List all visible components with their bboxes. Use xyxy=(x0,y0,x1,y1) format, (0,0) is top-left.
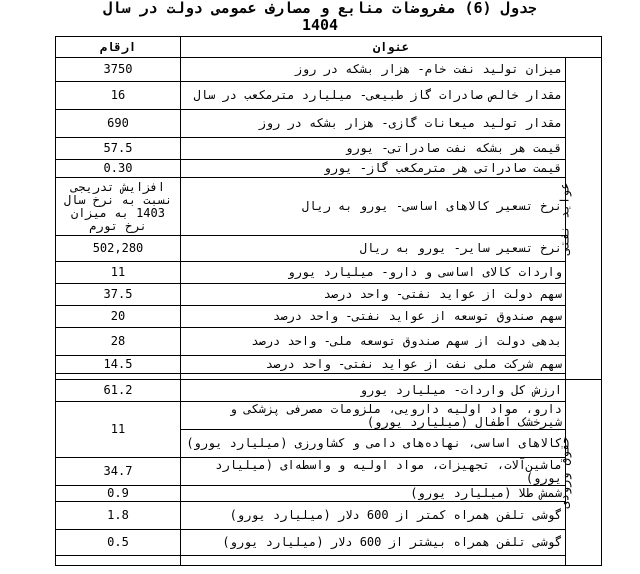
row-value: 28 xyxy=(56,328,181,356)
row-label: مقدار خالص صادرات گاز طبیعی- میلیارد مترمکعب در سال xyxy=(181,82,566,110)
row-value: 3750 xyxy=(56,58,181,82)
row-value: 11 xyxy=(56,402,181,458)
row-label: قیمت هر بشکه نفت صادراتی- یورو xyxy=(181,138,566,160)
assumptions-table xyxy=(55,36,602,566)
table-row xyxy=(56,556,602,566)
row-value: افزایش تدریجی نسبت به نرخ سال 1403 به میزان نرخ تورم xyxy=(56,178,181,236)
row-label: نرخ تسعیر سایر- یورو به ریال xyxy=(181,236,566,262)
table-row xyxy=(56,178,602,236)
row-label: نرخ تسعیر کالاهای اساسی- یورو به ریال xyxy=(181,178,566,236)
table-row xyxy=(56,138,602,160)
row-label: شمش طلا (میلیارد یورو) xyxy=(181,486,566,502)
row-label: بدهی دولت از سهم صندوق توسعه ملی- واحد درصد xyxy=(181,328,566,356)
table-row xyxy=(56,82,602,110)
table-row xyxy=(56,486,602,502)
group-import-duties xyxy=(557,380,602,566)
row-label: میزان تولید نفت خام- هزار بشکه در روز xyxy=(181,58,566,82)
row-label: کالاهای اساسی، نهاده‌های دامی و کشاورزی (میلیارد یورو) xyxy=(181,430,566,458)
row-value xyxy=(56,556,181,566)
table-row xyxy=(56,402,602,430)
row-label: سهم شرکت ملی نفت از عواید نفتی- واحد درصد xyxy=(181,356,566,374)
table-row xyxy=(56,58,602,82)
row-label: سهم صندوق توسعه از عواید نفتی- واحد درصد xyxy=(181,306,566,328)
row-label: قیمت صادراتی هر مترمکعب گاز- یورو xyxy=(181,160,566,178)
row-value: 57.5 xyxy=(56,138,181,160)
header-subject: عنوان xyxy=(181,37,602,58)
row-value: 1.8 xyxy=(56,502,181,530)
table-row xyxy=(56,380,602,402)
row-value: 20 xyxy=(56,306,181,328)
row-value: 0.9 xyxy=(56,486,181,502)
group-oil-revenues xyxy=(557,58,602,380)
row-value: 16 xyxy=(56,82,181,110)
title-line-2: 1404 xyxy=(301,16,339,34)
header-row xyxy=(56,37,602,58)
table-row xyxy=(56,530,602,556)
table-row xyxy=(56,160,602,178)
row-value: 0.30 xyxy=(56,160,181,178)
row-value: 37.5 xyxy=(56,284,181,306)
table-row xyxy=(56,328,602,356)
header-value: ارقام xyxy=(56,37,181,58)
row-label: مقدار تولید میعانات گازی- هزار بشکه در روز xyxy=(181,110,566,138)
row-value: 11 xyxy=(56,262,181,284)
row-label: گوشی تلفن همراه بیشتر از 600 دلار (میلیارد یورو) xyxy=(181,530,566,556)
title-line-1: جدول (6) مفروضات منابع و مصارف عمومی دولت در سال xyxy=(103,0,537,17)
table-row xyxy=(56,110,602,138)
table-row xyxy=(56,306,602,328)
row-label: ارزش کل واردات- میلیارد یورو xyxy=(181,380,566,402)
table-row xyxy=(56,502,602,530)
table-row xyxy=(56,284,602,306)
table-row xyxy=(56,458,602,486)
row-value: 502,280 xyxy=(56,236,181,262)
row-label: دارو، مواد اولیه دارویی، ملزومات مصرفی پزشکی و شیرخشک اطفال (میلیارد یورو) xyxy=(181,402,566,430)
table-row xyxy=(56,262,602,284)
row-value: 34.7 xyxy=(56,458,181,486)
row-value: 0.5 xyxy=(56,530,181,556)
group-label: عواید نفتی xyxy=(557,182,572,255)
group-label: حقوق ورودی xyxy=(557,436,572,509)
row-label: گوشی تلفن همراه کمتر از 600 دلار (میلیارد یورو) xyxy=(181,502,566,530)
row-label: واردات کالای اساسی و دارو- میلیارد یورو xyxy=(181,262,566,284)
table-title xyxy=(40,0,600,36)
row-label: ماشین‌آلات، تجهیزات، مواد اولیه و واسطه‌ای (میلیارد یورو) xyxy=(181,458,566,486)
row-value: 690 xyxy=(56,110,181,138)
row-value: 14.5 xyxy=(56,356,181,374)
row-label xyxy=(181,556,566,566)
row-label: سهم دولت از عواید نفتی- واحد درصد xyxy=(181,284,566,306)
table-row xyxy=(56,356,602,374)
table-row xyxy=(56,236,602,262)
row-value: 61.2 xyxy=(56,380,181,402)
